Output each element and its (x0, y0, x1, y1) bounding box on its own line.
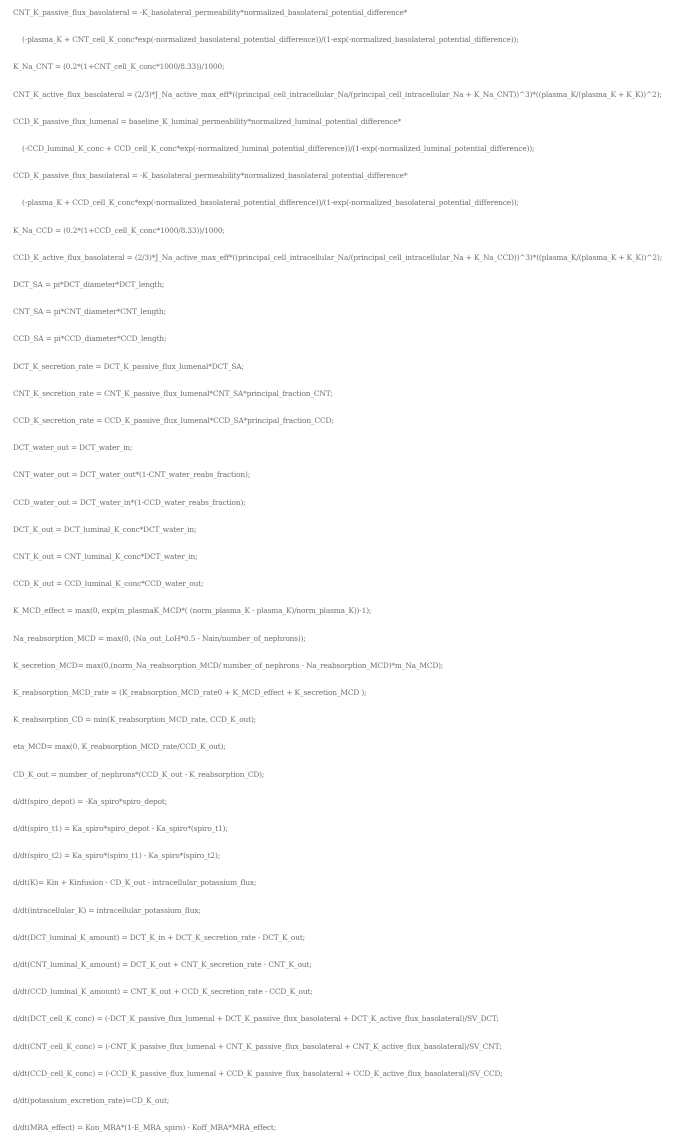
code-line: DCT_K_secretion_rate = DCT_K_passive_flux_lumenal*DCT_SA; (13, 361, 244, 371)
code-line: (-plasma_K + CNT_cell_K_conc*exp(-normalized_basolateral_potential_difference))/(1-exp(-normalized_basolateral_potential_difference)); (22, 35, 519, 45)
code-line: K_reabsorption_MCD_rate = (K_reabsorption_MCD_rate0 + K_MCD_effect + K_secretion_MCD ); (13, 688, 367, 697)
code-line: d/dt(CNT_cell_K_conc) = (-CNT_K_passive_flux_lumenal + CNT_K_passive_flux_basolateral + CNT_K_active_flux_basolateral)/SV_CNT; (13, 1041, 502, 1051)
code-line: K_MCD_effect = max(0, exp(m_plasmaK_MCD*( (norm_plasma_K - plasma_K)/norm_plasma_K))-1); (13, 606, 372, 616)
code-line: CNT_K_active_flux_basolateral = (2/3)*J_Na_active_max_eff*((principal_cell_intracellular_Na/(principal_cell_intracellular_Na + K_Na_CNT))^3)*((plasma_K/(plasma_K + K_K))^2); (13, 89, 662, 99)
code-line: (-plasma_K + CCD_cell_K_conc*exp(-normalized_basolateral_potential_difference))/(1-exp(-normalized_basolateral_potential_difference)); (22, 198, 519, 208)
code-line: d/dt(CCD_cell_K_conc) = (-CCD_K_passive_flux_lumenal + CCD_K_passive_flux_basolateral + CCD_K_active_flux_basolateral)/SV_CCD; (13, 1068, 503, 1078)
code-line: d/dt(intracellular_K) = intracellular_potassium_flux; (13, 905, 201, 915)
code-line: d/dt(spiro_t2) = Ka_spiro*(spiro_t1) - Ka_spiro*(spiro_t2); (13, 851, 221, 861)
code-line: CCD_K_secretion_rate = CCD_K_passive_flux_lumenal*CCD_SA*principal_fraction_CCD; (13, 416, 334, 425)
code-line: eta_MCD= max(0, K_reabsorption_MCD_rate/CCD_K_out); (13, 742, 226, 752)
code-line: CCD_K_passive_flux_basolateral = -K_basolateral_permeability*normalized_basolateral_potential_difference* (13, 171, 408, 181)
code-line: CNT_K_passive_flux_basolateral = -K_basolateral_permeability*normalized_basolateral_potential_difference* (13, 8, 408, 17)
code-line: DCT_SA = pi*DCT_diameter*DCT_length; (13, 280, 165, 289)
code-line: CNT_water_out = DCT_water_out*(1-CNT_water_reabs_fraction); (13, 470, 251, 480)
code-line: CNT_SA = pi*CNT_diameter*CNT_length; (13, 307, 166, 317)
code-line: CCD_water_out = DCT_water_in*(1-CCD_water_reabs_fraction); (13, 497, 246, 507)
code-line: d/dt(spiro_t1) = Ka_spiro*spiro_depot - Ka_spiro*(spiro_t1); (13, 824, 228, 833)
code-line: CCD_K_out = CCD_luminal_K_conc*CCD_water_out; (13, 579, 204, 589)
code-line: d/dt(CCD_luminal_K_amount) = CNT_K_out + CCD_K_secretion_rate - CCD_K_out; (13, 987, 313, 997)
code-line: CCD_K_active_flux_basolateral = (2/3)*J_Na_active_max_eff*((principal_cell_intracellular_Na/(principal_cell_intracellular_Na + K_Na_CCD))^3)*((plasma_K/(plasma_K + K_K))^2); (13, 252, 663, 262)
code-line: K_Na_CNT = (0.2*(1+CNT_cell_K_conc*1000/8.33))/1000; (13, 62, 225, 72)
code-line: CCD_K_passive_flux_lumenal = baseline_K_luminal_permeability*normalized_luminal_potential_difference* (13, 116, 402, 126)
code-line: d/dt(spiro_depot) = -Ka_spiro*spiro_depot; (13, 796, 168, 806)
code-line: d/dt(DCT_cell_K_conc) = (-DCT_K_passive_flux_lumenal + DCT_K_passive_flux_basolateral + DCT_K_active_flux_basolateral)/SV_DCT; (13, 1014, 499, 1024)
code-line: CNT_K_secretion_rate = CNT_K_passive_flux_lumenal*CNT_SA*principal_fraction_CNT; (13, 388, 333, 398)
code-line: CNT_K_out = CNT_luminal_K_conc*DCT_water_in; (13, 552, 198, 561)
code-line: (-CCD_luminal_K_conc + CCD_cell_K_conc*exp(-normalized_luminal_potential_difference))/(1-exp(-normalized_luminal_potential_difference)); (22, 144, 535, 153)
code-line: DCT_K_out = DCT_luminal_K_conc*DCT_water_in; (13, 524, 197, 534)
code-line: Na_reabsorption_MCD = max(0, (Na_out_LoH*0.5 - Nain/number_of_nephrons)); (13, 633, 306, 643)
code-line: K_secretion_MCD= max(0,(norm_Na_reabsorption_MCD/ number_of_nephrons - Na_reabsorption_MCD)*m_Na_MCD); (13, 660, 444, 670)
code-line: d/dt(CNT_luminal_K_amount) = DCT_K_out + CNT_K_secretion_rate - CNT_K_out; (13, 960, 312, 969)
code-line: d/dt(K)= Kin + Kinfusion - CD_K_out - intracellular_potassium_flux; (13, 878, 257, 888)
code-line: K_Na_CCD = (0.2*(1+CCD_cell_K_conc*1000/8.33))/1000; (13, 225, 225, 235)
code-line: d/dt(MRA_effect) = Kon_MRA*(1-E_MRA_spiro) - Koff_MRA*MRA_effect; (13, 1123, 277, 1133)
code-line: CCD_SA = pi*CCD_diameter*CCD_length; (13, 334, 167, 344)
code-line: d/dt(potassium_excretion_rate)=CD_K_out; (13, 1096, 170, 1105)
code-line: d/dt(DCT_luminal_K_amount) = DCT_K_in + DCT_K_secretion_rate - DCT_K_out; (13, 932, 306, 942)
code-line: K_reabsorption_CD = min(K_reabsorption_MCD_rate, CCD_K_out); (13, 715, 257, 725)
code-line: CD_K_out = number_of_nephrons*(CCD_K_out - K_reabsorption_CD); (13, 769, 265, 779)
code-line: DCT_water_out = DCT_water_in; (13, 443, 133, 453)
